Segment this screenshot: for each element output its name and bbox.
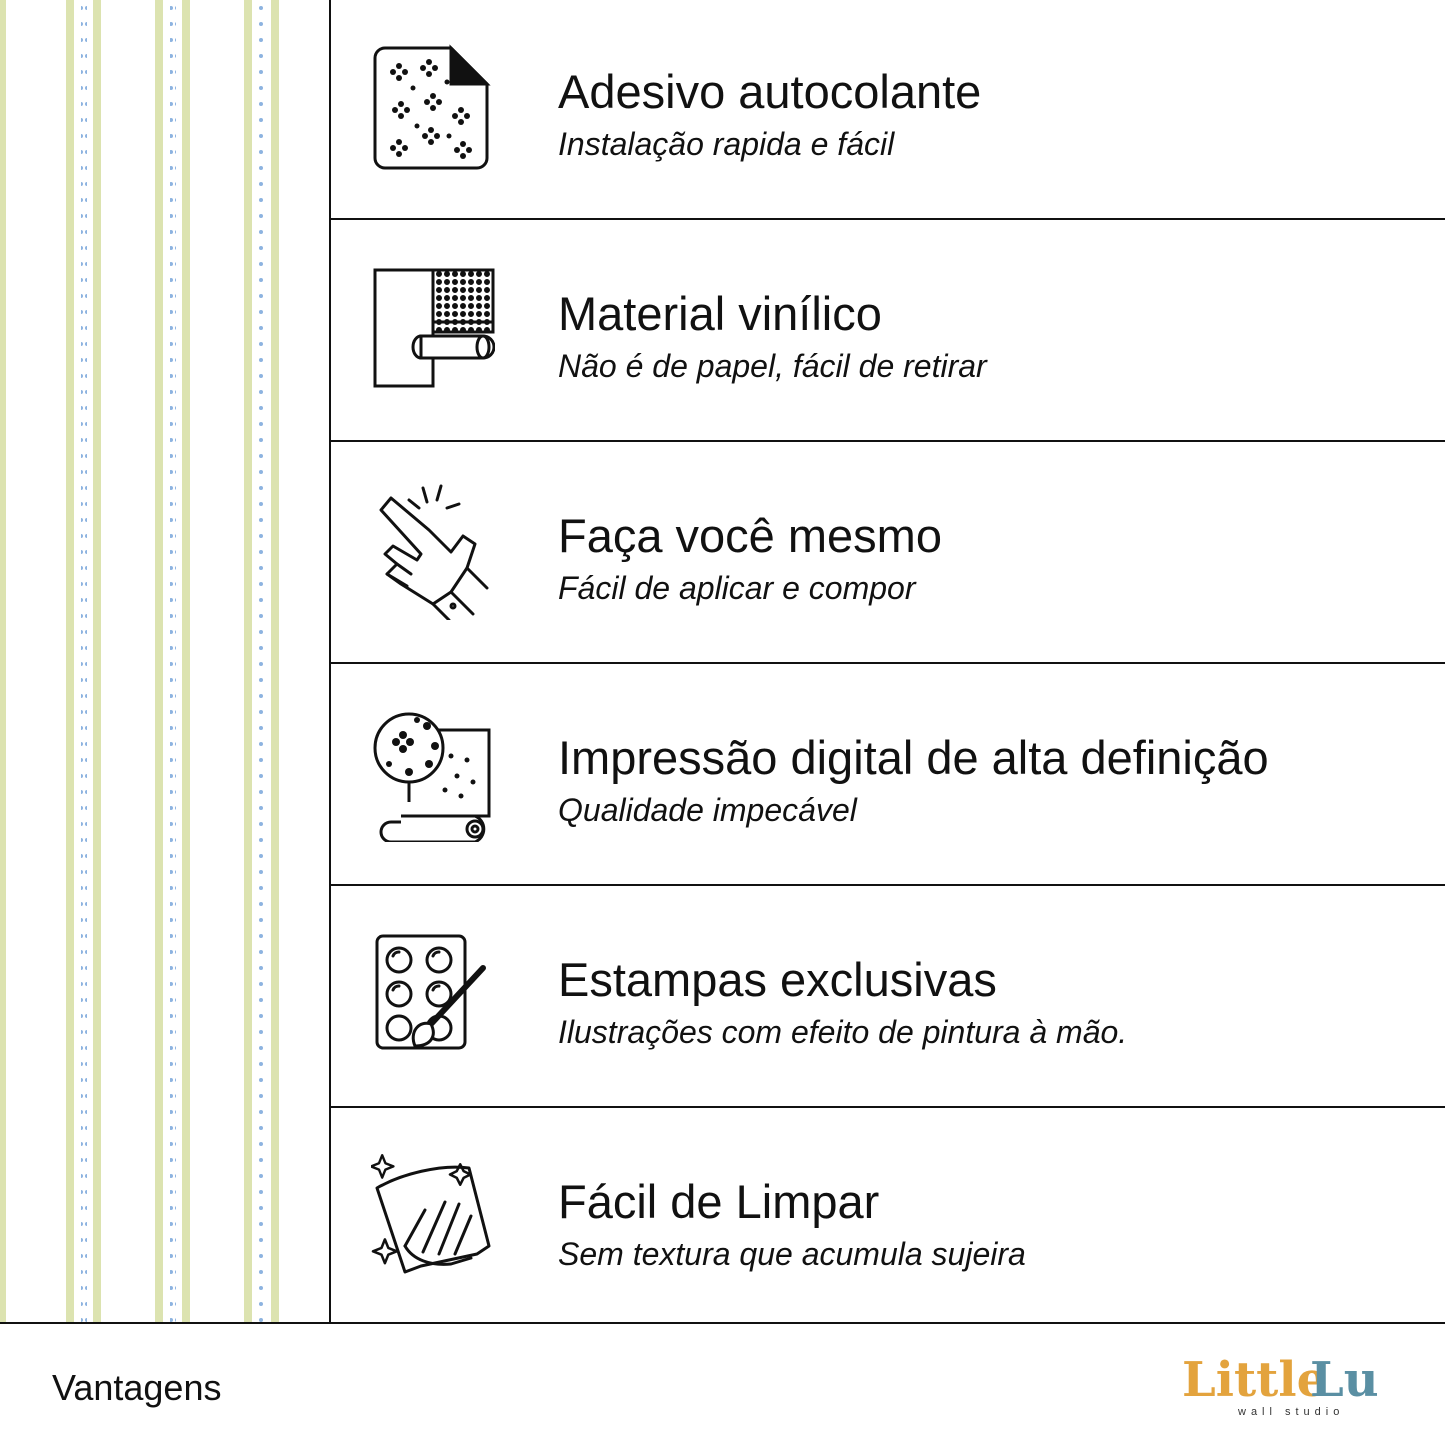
feature-title: Impressão digital de alta definição (558, 731, 1269, 784)
feature-subtitle: Ilustrações com efeito de pintura à mão. (558, 1014, 1128, 1050)
logo-word-little: Little (1182, 1352, 1328, 1408)
feature-subtitle: Qualidade impecável (558, 792, 857, 828)
stripe-pattern (0, 0, 330, 1322)
row-divider (331, 218, 1445, 220)
brand-logo (1182, 1352, 1397, 1424)
snapping-hand-icon (371, 484, 495, 620)
peeling-sticker-icon (371, 40, 495, 176)
cleaning-cloth-icon (371, 1150, 495, 1286)
feature-title: Estampas exclusivas (558, 953, 997, 1006)
feature-item (331, 444, 1445, 664)
feature-subtitle: Não é de papel, fácil de retirar (558, 348, 987, 384)
feature-subtitle: Fácil de aplicar e compor (558, 570, 916, 606)
feature-subtitle: Instalação rapida e fácil (558, 126, 895, 162)
feature-item (331, 666, 1445, 886)
logo-word-lu: Lu (1310, 1352, 1379, 1408)
row-divider (331, 440, 1445, 442)
feature-title: Fácil de Limpar (558, 1175, 880, 1228)
footer-label: Vantagens (52, 1367, 222, 1408)
paint-palette-icon (371, 928, 495, 1064)
vinyl-roll-icon (371, 262, 495, 398)
hd-print-icon (371, 706, 495, 842)
feature-subtitle: Sem textura que acumula sujeira (558, 1236, 1026, 1272)
row-divider (331, 884, 1445, 886)
row-divider (331, 662, 1445, 664)
feature-item (331, 1110, 1445, 1322)
feature-title: Adesivo autocolante (558, 65, 982, 118)
row-divider (331, 1106, 1445, 1108)
feature-title: Material vinílico (558, 287, 882, 340)
features-list (331, 0, 1445, 1322)
feature-title: Faça você mesmo (558, 509, 942, 562)
feature-item (331, 0, 1445, 220)
feature-item (331, 222, 1445, 442)
footer-divider (0, 1322, 1445, 1324)
logo-tagline: wall studio (1238, 1406, 1345, 1418)
feature-item (331, 888, 1445, 1108)
